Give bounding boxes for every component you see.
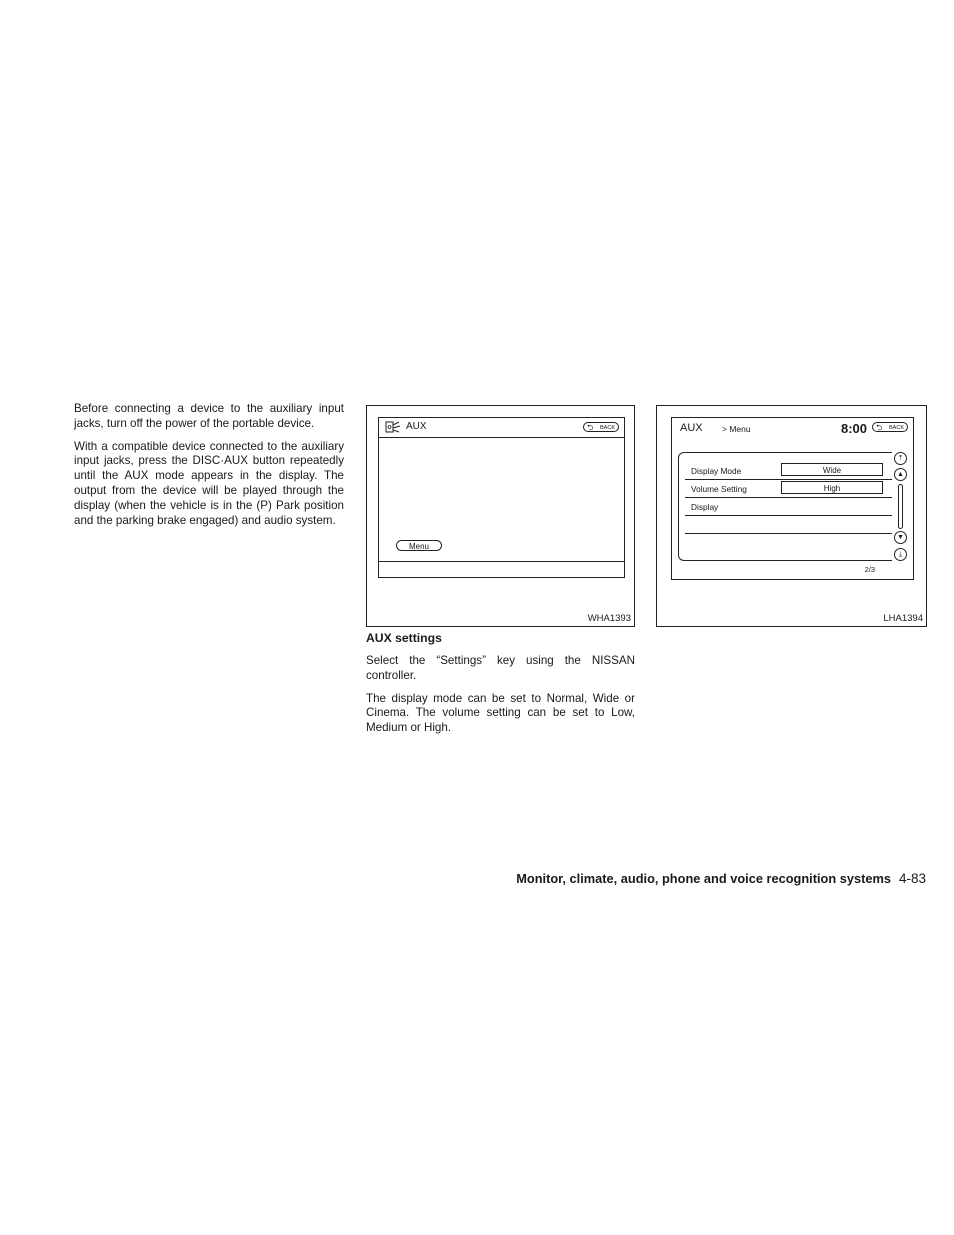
back-button[interactable]: [872, 422, 908, 432]
list-item-empty: [685, 515, 892, 534]
back-label: BACK: [600, 425, 615, 431]
figure-id: WHA1393: [587, 613, 631, 624]
page-footer: [516, 871, 926, 886]
footer-section-title: Monitor, climate, audio, phone and voice recognition systems: [516, 871, 891, 886]
figure-aux-screen: [366, 405, 635, 627]
page-indicator: 2/3: [864, 565, 875, 574]
list-item-value: High: [781, 481, 883, 494]
list-item-empty: [685, 533, 892, 551]
back-label: BACK: [889, 425, 904, 431]
aux-jack-icon: [385, 420, 402, 434]
screen-divider: [379, 561, 624, 562]
figure-aux-menu-screen: [656, 405, 927, 627]
screen-title: AUX: [406, 421, 427, 432]
page-number: 4-83: [898, 871, 926, 886]
list-item-value: Wide: [781, 463, 883, 476]
back-arrow-icon: ⮌: [587, 423, 594, 432]
scroll-down-icon[interactable]: ▼: [894, 531, 907, 544]
settings-list: [678, 452, 892, 561]
figure-id: LHA1394: [883, 613, 923, 624]
screen-title: AUX: [680, 422, 703, 434]
list-item-display-mode[interactable]: [685, 461, 892, 480]
scroll-up-icon[interactable]: ▲: [894, 468, 907, 481]
aux-screen: [378, 417, 625, 578]
menu-button[interactable]: Menu: [396, 540, 442, 551]
scrollbar[interactable]: [898, 484, 903, 529]
paragraph-display-mode: The display mode can be set to Normal, Wide or Cinema. The volume setting can be set to Low, Medium or High.: [366, 691, 635, 735]
back-arrow-icon: ⮌: [876, 423, 883, 432]
list-item-label: Display Mode: [691, 466, 742, 476]
list-item-label: Display: [691, 502, 719, 512]
screen-title-bar: [379, 418, 624, 438]
list-item-volume-setting[interactable]: [685, 479, 892, 498]
section-heading: AUX settings: [366, 631, 442, 645]
left-column: [74, 402, 344, 536]
back-button[interactable]: [583, 422, 619, 432]
middle-column: [366, 630, 635, 744]
aux-menu-screen: [671, 417, 914, 580]
list-item-label: Volume Setting: [691, 484, 747, 494]
list-item-display[interactable]: [685, 497, 892, 516]
paragraph-select-settings: Select the “Settings” key using the NISSAN controller.: [366, 654, 635, 682]
screen-title-bar: [672, 418, 913, 437]
scroll-top-icon[interactable]: ⤒: [894, 452, 907, 465]
paragraph-aux-mode: With a compatible device connected to the auxiliary input jacks, press the DISC·AUX button repeatedly until the AUX mode appears in the display. The output from the device will be played through the display (when the vehicle is in the (P) Park position and the parking brake engaged) and audio system.: [74, 439, 344, 527]
paragraph-intro: Before connecting a device to the auxiliary input jacks, turn off the power of the portable device.: [74, 402, 344, 430]
screen-subtitle: > Menu: [722, 424, 751, 434]
clock: 8:00: [840, 421, 867, 436]
scroll-bottom-icon[interactable]: ⤓: [894, 548, 907, 561]
